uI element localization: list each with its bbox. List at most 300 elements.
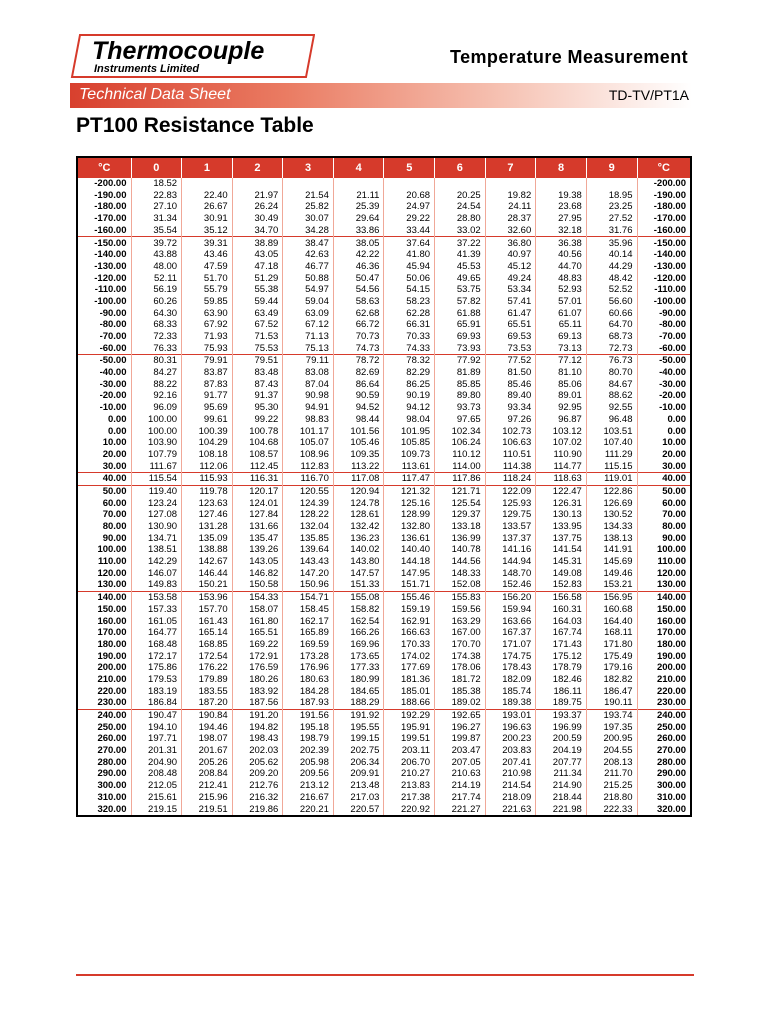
resistance-cell: 83.87 (182, 367, 233, 379)
resistance-cell: 210.98 (485, 768, 536, 780)
resistance-cell: 114.38 (485, 461, 536, 473)
resistance-cell: 209.91 (333, 768, 384, 780)
column-header: °C (637, 157, 691, 178)
resistance-cell: 142.29 (131, 556, 182, 568)
resistance-cell: 206.70 (384, 757, 435, 769)
resistance-cell: 42.63 (283, 249, 334, 261)
resistance-cell: 189.38 (485, 697, 536, 709)
resistance-cell: 179.53 (131, 674, 182, 686)
resistance-cell: 134.33 (586, 521, 637, 533)
resistance-cell: 182.46 (536, 674, 587, 686)
resistance-cell: 152.08 (435, 579, 486, 591)
resistance-cell: 130.52 (586, 509, 637, 521)
table-row (77, 473, 691, 486)
resistance-cell: 184.28 (283, 686, 334, 698)
resistance-cell: 40.97 (485, 249, 536, 261)
resistance-cell: 61.47 (485, 308, 536, 320)
resistance-cell (232, 178, 283, 190)
resistance-cell: 86.64 (333, 379, 384, 391)
resistance-cell: 176.59 (232, 662, 283, 674)
table-row (77, 461, 691, 473)
resistance-cell: 70.33 (384, 331, 435, 343)
resistance-cell: 205.98 (283, 757, 334, 769)
resistance-cell: 45.94 (384, 261, 435, 273)
column-header: 0 (131, 157, 182, 178)
resistance-cell: 131.66 (232, 521, 283, 533)
resistance-cell: 159.94 (485, 604, 536, 616)
resistance-cell: 41.39 (435, 249, 486, 261)
resistance-cell: 141.91 (586, 544, 637, 556)
resistance-cell: 43.88 (131, 249, 182, 261)
resistance-cell: 104.68 (232, 437, 283, 449)
resistance-cell: 142.67 (182, 556, 233, 568)
resistance-cell: 108.96 (283, 449, 334, 461)
resistance-cell: 81.10 (536, 367, 587, 379)
resistance-cell: 201.67 (182, 745, 233, 757)
resistance-cell: 146.07 (131, 568, 182, 580)
resistance-cell: 151.33 (333, 579, 384, 591)
resistance-cell: 144.56 (435, 556, 486, 568)
resistance-cell: 218.44 (536, 792, 587, 804)
resistance-cell: 168.11 (586, 627, 637, 639)
resistance-cell: 140.40 (384, 544, 435, 556)
resistance-cell: 96.48 (586, 414, 637, 426)
resistance-cell: 47.18 (232, 261, 283, 273)
resistance-cell: 75.93 (182, 343, 233, 355)
table-row (77, 308, 691, 320)
logo-main-text: Thermocouple (92, 37, 265, 65)
temperature-cell: 30.00 (662, 460, 686, 472)
temperature-cell: 280.00 (656, 756, 686, 768)
resistance-cell: 128.61 (333, 509, 384, 521)
resistance-cell: 94.52 (333, 402, 384, 414)
temperature-cell: 120.00 (656, 567, 686, 579)
resistance-cell: 217.38 (384, 792, 435, 804)
resistance-cell: 22.40 (182, 190, 233, 202)
resistance-cell: 124.01 (232, 498, 283, 510)
resistance-cell: 220.57 (333, 803, 384, 816)
temperature-cell: -70.00 (659, 331, 686, 343)
resistance-cell: 25.82 (283, 201, 334, 213)
temperature-cell: 110.00 (657, 556, 686, 568)
temperature-cell: 300.00 (656, 780, 686, 792)
resistance-cell: 190.47 (131, 709, 182, 721)
resistance-cell (333, 178, 384, 190)
temperature-cell: -160.00 (77, 225, 131, 237)
resistance-cell: 198.07 (182, 733, 233, 745)
resistance-cell: 159.56 (435, 604, 486, 616)
temperature-cell: -60.00 (77, 343, 131, 355)
resistance-cell: 149.08 (536, 568, 587, 580)
resistance-cell: 59.44 (232, 296, 283, 308)
temperature-cell: 260.00 (77, 733, 131, 745)
temperature-cell: -70.00 (77, 331, 131, 343)
resistance-cell: 195.91 (384, 722, 435, 734)
resistance-cell: 47.59 (182, 261, 233, 273)
resistance-cell: 24.11 (485, 201, 536, 213)
resistance-cell: 154.71 (283, 592, 334, 604)
resistance-cell: 217.03 (333, 792, 384, 804)
resistance-cell: 165.14 (182, 627, 233, 639)
resistance-cell: 26.67 (182, 201, 233, 213)
resistance-cell: 183.92 (232, 686, 283, 698)
resistance-cell: 20.25 (435, 190, 486, 202)
resistance-cell (536, 178, 587, 190)
resistance-cell: 34.28 (283, 225, 334, 237)
resistance-cell: 51.29 (232, 273, 283, 285)
resistance-cell: 90.59 (333, 390, 384, 402)
resistance-cell: 166.63 (384, 627, 435, 639)
resistance-cell: 111.67 (131, 461, 182, 473)
resistance-cell: 124.78 (333, 498, 384, 510)
resistance-cell: 30.07 (283, 213, 334, 225)
resistance-cell: 35.96 (586, 237, 637, 249)
temperature-cell: 190.00 (77, 651, 131, 663)
resistance-cell: 98.44 (333, 414, 384, 426)
table-row (77, 651, 691, 663)
resistance-cell: 208.13 (586, 757, 637, 769)
resistance-cell: 218.09 (485, 792, 536, 804)
resistance-cell (435, 178, 486, 190)
resistance-cell: 219.86 (232, 803, 283, 816)
temperature-cell: 250.00 (77, 722, 131, 734)
footer-divider (76, 974, 694, 976)
resistance-cell: 46.77 (283, 261, 334, 273)
resistance-cell: 105.46 (333, 437, 384, 449)
resistance-cell: 63.49 (232, 308, 283, 320)
temperature-cell: 220.00 (77, 686, 131, 698)
temperature-cell: 300.00 (77, 780, 131, 792)
company-logo (70, 34, 315, 78)
resistance-cell: 215.25 (586, 780, 637, 792)
resistance-cell: 216.32 (232, 792, 283, 804)
resistance-cell: 212.76 (232, 780, 283, 792)
resistance-cell: 139.64 (283, 544, 334, 556)
resistance-cell: 149.46 (586, 568, 637, 580)
resistance-cell: 58.23 (384, 296, 435, 308)
resistance-cell: 159.19 (384, 604, 435, 616)
resistance-cell: 190.84 (182, 709, 233, 721)
resistance-cell: 59.85 (182, 296, 233, 308)
resistance-cell: 74.73 (333, 343, 384, 355)
resistance-cell: 89.40 (485, 390, 536, 402)
resistance-cell: 135.85 (283, 533, 334, 545)
resistance-cell: 117.47 (384, 473, 435, 486)
resistance-cell: 43.46 (182, 249, 233, 261)
resistance-cell: 73.93 (435, 343, 486, 355)
temperature-cell: -60.00 (659, 342, 686, 354)
resistance-cell: 89.01 (536, 390, 587, 402)
table-row (77, 213, 691, 225)
resistance-cell: 93.34 (485, 402, 536, 414)
banner-title: Technical Data Sheet (79, 86, 231, 103)
table-row (77, 757, 691, 769)
table-row (77, 273, 691, 285)
resistance-cell: 193.01 (485, 709, 536, 721)
resistance-cell: 87.04 (283, 379, 334, 391)
resistance-cell: 165.51 (232, 627, 283, 639)
resistance-cell: 127.08 (131, 509, 182, 521)
resistance-cell: 95.30 (232, 402, 283, 414)
resistance-cell: 175.86 (131, 662, 182, 674)
resistance-cell: 48.83 (536, 273, 587, 285)
resistance-cell: 21.97 (232, 190, 283, 202)
resistance-cell: 18.52 (131, 178, 182, 190)
column-header: 4 (333, 157, 384, 178)
resistance-cell: 70.73 (333, 331, 384, 343)
column-header: 8 (536, 157, 587, 178)
resistance-cell: 61.88 (435, 308, 486, 320)
resistance-cell: 103.51 (586, 425, 637, 437)
resistance-cell: 146.82 (232, 568, 283, 580)
resistance-cell: 204.90 (131, 757, 182, 769)
resistance-cell: 209.56 (283, 768, 334, 780)
temperature-cell: 270.00 (656, 745, 686, 757)
resistance-cell: 190.11 (586, 697, 637, 709)
resistance-cell: 185.74 (485, 686, 536, 698)
resistance-cell: 213.83 (384, 780, 435, 792)
table-row (77, 237, 691, 249)
resistance-cell: 106.24 (435, 437, 486, 449)
resistance-cell: 104.29 (182, 437, 233, 449)
temperature-cell: -100.00 (653, 295, 686, 307)
temperature-cell: 230.00 (656, 697, 686, 709)
resistance-cell: 180.63 (283, 674, 334, 686)
resistance-cell: 85.46 (485, 379, 536, 391)
resistance-cell: 153.96 (182, 592, 233, 604)
resistance-cell: 96.09 (131, 402, 182, 414)
resistance-cell: 200.23 (485, 733, 536, 745)
temperature-cell: 260.00 (656, 733, 686, 745)
resistance-cell: 183.19 (131, 686, 182, 698)
resistance-cell: 33.86 (333, 225, 384, 237)
resistance-cell: 92.95 (536, 402, 587, 414)
resistance-cell: 23.68 (536, 201, 587, 213)
resistance-cell: 199.15 (333, 733, 384, 745)
temperature-cell: -110.00 (654, 284, 686, 296)
resistance-cell: 221.27 (435, 803, 486, 816)
resistance-cell: 60.66 (586, 308, 637, 320)
temperature-cell: 150.00 (77, 604, 131, 616)
temperature-cell: 110.00 (77, 556, 131, 568)
temperature-cell: -20.00 (659, 390, 686, 402)
table-row (77, 343, 691, 355)
resistance-cell: 37.22 (435, 237, 486, 249)
resistance-cell: 69.93 (435, 331, 486, 343)
resistance-cell: 38.47 (283, 237, 334, 249)
resistance-cell: 44.29 (586, 261, 637, 273)
resistance-cell: 67.52 (232, 319, 283, 331)
resistance-cell: 38.05 (333, 237, 384, 249)
table-row (77, 379, 691, 391)
resistance-cell: 94.91 (283, 402, 334, 414)
table-row (77, 225, 691, 237)
resistance-cell: 86.25 (384, 379, 435, 391)
resistance-cell: 36.80 (485, 237, 536, 249)
resistance-cell: 67.92 (182, 319, 233, 331)
resistance-cell: 27.10 (131, 201, 182, 213)
table-row (77, 249, 691, 261)
resistance-cell: 102.34 (435, 425, 486, 437)
resistance-cell: 170.70 (435, 639, 486, 651)
resistance-cell: 151.71 (384, 579, 435, 591)
table-row (77, 544, 691, 556)
resistance-cell: 147.95 (384, 568, 435, 580)
resistance-cell: 112.83 (283, 461, 334, 473)
resistance-cell: 81.89 (435, 367, 486, 379)
resistance-cell: 108.18 (182, 449, 233, 461)
resistance-cell: 156.95 (586, 592, 637, 604)
resistance-cell: 169.96 (333, 639, 384, 651)
temperature-cell: 30.00 (77, 461, 131, 473)
table-row (77, 697, 691, 709)
resistance-cell: 120.94 (333, 485, 384, 497)
resistance-cell: 153.21 (586, 579, 637, 591)
resistance-cell: 78.32 (384, 355, 435, 367)
resistance-cell: 182.82 (586, 674, 637, 686)
resistance-cell: 55.38 (232, 284, 283, 296)
temperature-cell: 200.00 (656, 662, 686, 674)
resistance-cell: 189.75 (536, 697, 587, 709)
table-row (77, 686, 691, 698)
temperature-cell: -40.00 (659, 367, 686, 379)
resistance-cell: 146.44 (182, 568, 233, 580)
resistance-cell: 186.47 (586, 686, 637, 698)
resistance-cell: 37.64 (384, 237, 435, 249)
resistance-table (76, 156, 692, 817)
table-row (77, 178, 691, 190)
resistance-cell: 38.89 (232, 237, 283, 249)
resistance-cell: 64.30 (131, 308, 182, 320)
resistance-cell: 162.54 (333, 615, 384, 627)
resistance-cell: 169.22 (232, 639, 283, 651)
resistance-cell: 110.90 (536, 449, 587, 461)
column-header: 2 (232, 157, 283, 178)
resistance-cell: 30.91 (182, 213, 233, 225)
resistance-cell: 119.01 (586, 473, 637, 486)
resistance-cell: 162.17 (283, 615, 334, 627)
table-row (77, 803, 691, 816)
resistance-cell: 197.35 (586, 722, 637, 734)
temperature-cell: -140.00 (653, 249, 686, 261)
resistance-cell: 54.97 (283, 284, 334, 296)
resistance-cell: 83.08 (283, 367, 334, 379)
resistance-cell: 220.92 (384, 803, 435, 816)
resistance-cell: 106.63 (485, 437, 536, 449)
resistance-table-container (76, 156, 692, 817)
banner (70, 83, 692, 108)
resistance-cell: 199.51 (384, 733, 435, 745)
resistance-cell: 77.52 (485, 355, 536, 367)
resistance-cell: 215.61 (131, 792, 182, 804)
table-row (77, 604, 691, 616)
temperature-cell: -40.00 (77, 367, 131, 379)
resistance-cell: 161.05 (131, 615, 182, 627)
resistance-cell: 121.71 (435, 485, 486, 497)
resistance-cell: 207.05 (435, 757, 486, 769)
resistance-cell: 50.88 (283, 273, 334, 285)
resistance-cell: 116.31 (232, 473, 283, 486)
temperature-cell: 280.00 (77, 757, 131, 769)
temperature-cell: -130.00 (77, 261, 131, 273)
resistance-cell: 103.90 (131, 437, 182, 449)
resistance-cell: 125.93 (485, 498, 536, 510)
resistance-cell: 176.22 (182, 662, 233, 674)
resistance-cell: 160.31 (536, 604, 587, 616)
temperature-cell: -120.00 (77, 273, 131, 285)
resistance-cell (384, 178, 435, 190)
resistance-cell: 28.80 (435, 213, 486, 225)
resistance-cell: 196.27 (435, 722, 486, 734)
temperature-cell: 10.00 (77, 437, 131, 449)
temperature-cell: 320.00 (77, 803, 131, 816)
resistance-cell: 75.13 (283, 343, 334, 355)
temperature-cell: 130.00 (656, 579, 686, 591)
temperature-cell: -80.00 (77, 319, 131, 331)
table-row (77, 296, 691, 308)
temperature-cell: -180.00 (77, 201, 131, 213)
resistance-cell: 192.65 (435, 709, 486, 721)
column-header: 5 (384, 157, 435, 178)
resistance-cell: 150.96 (283, 579, 334, 591)
table-row (77, 201, 691, 213)
resistance-cell: 204.55 (586, 745, 637, 757)
resistance-cell: 191.20 (232, 709, 283, 721)
resistance-cell: 193.74 (586, 709, 637, 721)
resistance-cell: 53.75 (435, 284, 486, 296)
table-row (77, 498, 691, 510)
resistance-cell: 29.64 (333, 213, 384, 225)
resistance-cell: 107.02 (536, 437, 587, 449)
resistance-cell (485, 178, 536, 190)
resistance-cell: 31.76 (586, 225, 637, 237)
resistance-cell: 22.83 (131, 190, 182, 202)
resistance-cell: 163.66 (485, 615, 536, 627)
resistance-cell: 167.74 (536, 627, 587, 639)
resistance-cell: 196.63 (485, 722, 536, 734)
resistance-cell: 203.11 (384, 745, 435, 757)
resistance-cell: 167.37 (485, 627, 536, 639)
temperature-cell: -200.00 (77, 178, 131, 190)
resistance-cell: 89.80 (435, 390, 486, 402)
resistance-cell: 19.38 (536, 190, 587, 202)
resistance-cell: 72.73 (586, 343, 637, 355)
resistance-cell: 19.82 (485, 190, 536, 202)
resistance-cell: 118.24 (485, 473, 536, 486)
temperature-cell: 0.00 (667, 425, 686, 437)
resistance-cell: 101.95 (384, 425, 435, 437)
resistance-cell: 40.56 (536, 249, 587, 261)
resistance-cell: 135.47 (232, 533, 283, 545)
table-row (77, 190, 691, 202)
resistance-cell: 21.11 (333, 190, 384, 202)
table-row (77, 533, 691, 545)
resistance-cell: 105.07 (283, 437, 334, 449)
resistance-cell: 91.77 (182, 390, 233, 402)
resistance-cell: 122.09 (485, 485, 536, 497)
resistance-cell: 133.95 (536, 521, 587, 533)
resistance-cell: 114.77 (536, 461, 587, 473)
resistance-cell: 83.48 (232, 367, 283, 379)
resistance-cell: 76.73 (586, 355, 637, 367)
resistance-cell: 28.37 (485, 213, 536, 225)
resistance-cell: 103.12 (536, 425, 587, 437)
temperature-cell: 70.00 (662, 509, 686, 521)
resistance-cell: 156.58 (536, 592, 587, 604)
table-row (77, 709, 691, 721)
resistance-cell: 214.54 (485, 780, 536, 792)
resistance-cell: 32.60 (485, 225, 536, 237)
